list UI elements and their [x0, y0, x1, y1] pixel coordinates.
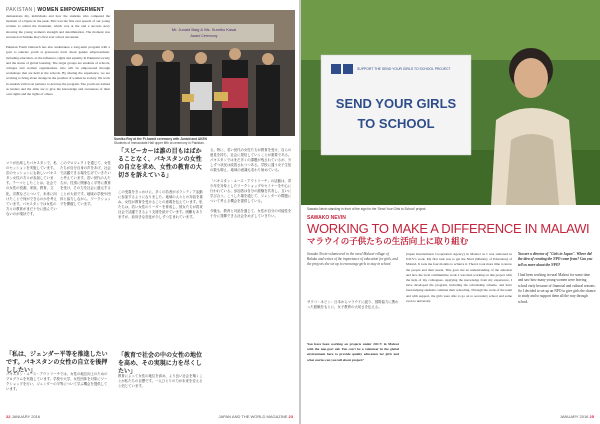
svg-text:SEND YOUR GIRLS: SEND YOUR GIRLS: [335, 96, 457, 111]
article-column-jp-4: この受賞をきっかけに、多くの若者がボランティア活動に参加するようになりました。地域の人々との対話を重ね、女性が教育を受けることの意義を伝えています。私たちは、若い女性のリーダーを育成し、彼女たちが将来社会で活躍できるよう支援を続けています。困難もありますが、前向きな変化が少しずつ生まれています。: [118, 190, 203, 220]
ceremony-photo-image: [114, 10, 295, 136]
pull-quote-1: 「スピーカーは誰の目もはばかることなく、パキスタンの女性の自立を求め、女性の教育の大切さを訴えている」: [118, 148, 202, 179]
pull-quote-2: 「教育で社会の中の女性の地位を高め、その実現に力を尽くしたい」: [118, 352, 203, 375]
photo-caption-title: Sumiko Roy at the Pi Award ceremony with Junaid and AKEN: [114, 137, 207, 141]
left-footer-right: [218, 414, 293, 419]
intro-jp: サワコ・ネビン：日本からマラウイに渡り、国際協力に携わった経験をもとに、女子教育の大切さを伝える。: [307, 300, 399, 310]
photo-caption-sub: Students of Immaculate Hall upper fifth at ceremony in Pakistan.: [114, 141, 205, 146]
section-tag: PAKISTAN | WOMEN EMPOWERMENT: [6, 7, 105, 13]
headline-jp: マラウイの子供たちの生活向上に取り組む: [307, 237, 469, 247]
award-ceremony-photo: [114, 10, 295, 136]
left-footer-right-text: JAPAN AND THE WORLD MAGAZINE: [218, 414, 288, 419]
article-column-en: demonstrate my, individuals and how the students who competed the moment of a figure in the peak. This was the first ever speech of our young women to attend the mountain, which was at the end a success story showing the young women's strength and determination. The moment was recreated at Sumiko Roy's first ever school encounter. Pakistan Youth Outreach has also undertaken a long-term program with a goal to educate youth at grassroots level about gender empowerment, including education, as the influence, rights and equality in Pakistani society and the status of global learning. The target groups are students of schools, colleges and women organizations who will be empowered through workshops that are held at the schools. By sharing the experience, we are working to bring about change in the position of women in society. We work in tandem with local partners to develop the program. The youth are trained as leaders and the aims are to give the knowledge and awareness of their own rights and the rights of others.: [6, 14, 110, 97]
sidebar-interview: [518, 252, 596, 305]
left-footer-text: JANUARY 2016: [11, 414, 41, 419]
left-footer-page: 22: [6, 414, 11, 419]
article-column-en-right: (Japan International Cooperation Agency) in Malawi as I was stationed in JOCV's work. My first task was to get the NGO (Ministry of Education) of Malawi. It took me four months to achieve it. Then it took more time to know the people and their needs. This gave me an understanding of the situation and how the local communities work. I was then working on this project with the help of my colleagues. Applying the knowledge from my experience, I have developed the program, including the scholarship scheme, and have been helping students continue their schooling. Through the work of the team and with support, the girls were able to go on to secondary school and some even to university.: [406, 252, 512, 303]
right-footer: [560, 414, 594, 419]
intro-en: Sawako Nevin volunteered in the rural Malawi village of Balaka and writes of the importance of education for girls, and the projects she set up to encourage girls to stay in school.: [307, 252, 398, 267]
article-column-jp-2: このプロジェクトを通じて、女性たちが自分自身の声をあげ、社会で活躍できる場を広げていきたいと考えています。若い世代の人たちが、性別に関係なく平等に教育を受け、その力を社会に還元することが大切です。地域の学校や団体と協力しながら、ワークショップを開催しています。: [60, 161, 111, 206]
right-footer-text: JANUARY 2016: [559, 414, 589, 419]
byline: SAWAKO NEVIN: [307, 215, 346, 221]
project-sign-photo: [301, 0, 600, 205]
section-topic: WOMEN EMPOWERMENT: [37, 7, 105, 13]
article-question-en: You have been working on projects under JOCV in Malawi with the non-govt aid. You can't be a volunteer in the global environment here to provide quality education for girls and what stories can you tell about project?: [307, 342, 399, 362]
headline: WORKING TO MAKE A DIFFERENCE IN MALAWI: [307, 221, 590, 236]
svg-text:Mr. Junaid Baig & Ms. Sumiko K: Mr. Junaid Baig & Ms. Sumiko Kasai: [171, 27, 237, 32]
right-page: [301, 0, 600, 424]
sign-top-text: SUPPORT THE SEND YOUR GIRLS TO SCHOOL PROJECT: [357, 67, 451, 71]
left-page: [0, 0, 299, 424]
article-column-jp-3: パキスタン・ユース・アウトリーチでは、女性の地位向上のためのプログラムを実施しています。学校や大学、女性団体を対象にワークショップを行い、ジェンダーの平等について学ぶ機会を提供しています。: [6, 372, 108, 392]
sidebar-question: You are a director of "Girls in Japan". Where did the idea of creating the NPO come from? Can you tell us more about the NPO?: [518, 252, 593, 267]
pull-quote-3: 「私は、ジェンダー平等を推進したいです。パキスタンの女性の自立を後押ししたい」: [6, 351, 108, 374]
photo-caption: [114, 137, 295, 145]
left-footer: [6, 414, 40, 419]
article-column-jp-1: マリが出席したパキスタンで、私のセッションを実施しています。次のセッションにも新しいパキスタン女性の方々が参加しています。テーマとしたことは、社会での女性の役割、家族、教育、文化、宗教などについて、未来に向けたことで何ができるのかを考えています。パキスタンでは女性の方々の教育がまだ十分に進んでいないのが現状です。: [6, 161, 57, 216]
left-footer-right-page: 23: [288, 414, 293, 419]
sidebar-body: I had been working in rural Malawi for some time and saw how many young women were leaving school early because of financial and cultural reasons. So I decided to set up an NPO to give girls the chance to study and to support them all the way through school.: [518, 273, 596, 304]
article-column-jp-5: 教育によって女性の地位を高め、より良い社会を築くことが私たちの目標です。一人ひとりの力が未来を変えると信じています。: [118, 374, 203, 389]
right-footer-page: 25: [589, 414, 594, 419]
sign-photo-image: [301, 0, 600, 205]
article-column-jp-6: る。特に、若い世代の女性たちが教育を受け、自らの意見を持ち、社会に発信していくことが重要である。パキスタンではまだ多くの課題が残されているが、少しずつ状況は改善されつつある。学校に通う女子生徒の数も増え、地域の意識も変わり始めている。 「パキスタン・ユース・アウトリーチ」の活動は、青少年を対象としたワークショップやセミナーを中心に行われている。参加者は自分の経験を共有し、互いに学び合う。こうした場を通じて、ジェンダーの問題について考える機会を提供している。 今後も、教育と対話を通じて、女性が自分の可能性を十分に発揮できる社会をめざしていきたい。: [210, 148, 292, 219]
svg-text:Award Ceremony: Award Ceremony: [190, 34, 218, 38]
right-photo-caption: Sawako Nevin standing in front of the sign for the 'Send Your Girls to School' project.: [307, 207, 427, 211]
section-country: PAKISTAN: [6, 7, 33, 13]
svg-text:TO SCHOOL: TO SCHOOL: [357, 116, 435, 131]
